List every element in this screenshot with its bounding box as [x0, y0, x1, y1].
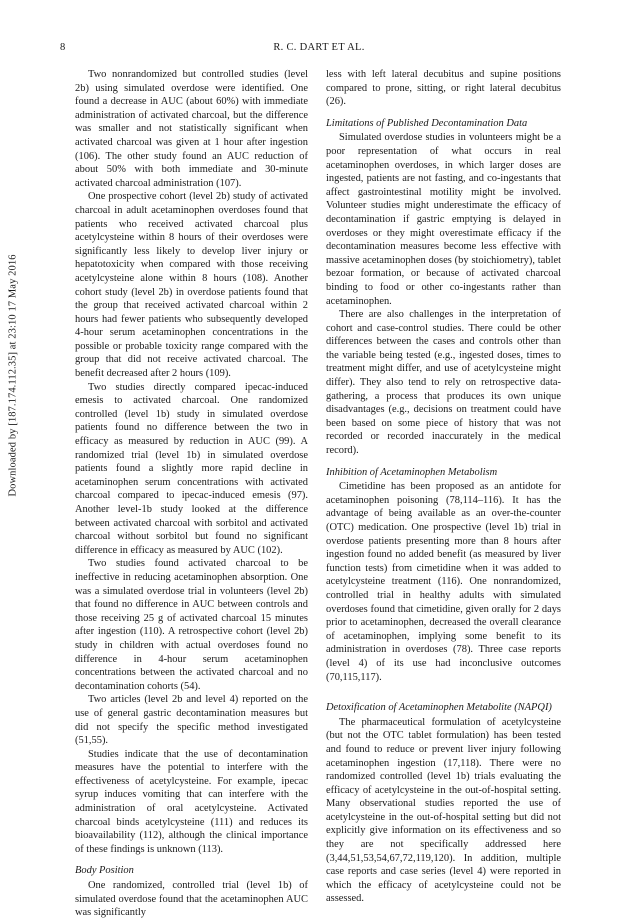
section-heading-detoxification: Detoxification of Acetaminophen Metabolite (NAPQI): [326, 702, 552, 714]
section-heading-inhibition: Inhibition of Acetaminophen Metabolism: [326, 466, 498, 478]
section-heading-limitations: Limitations of Published Decontamination Data: [326, 117, 528, 129]
paragraph-continuation: less with left lateral decubitus and supine positions compared to prone, sitting, or right lateral decubitus (26).: [326, 69, 561, 108]
paragraph: Studies indicate that the use of decontamination measures have the potential to interfere with the effectiveness of acetylcysteine. For example, ipecac syrup induces vomiting that can interfere with the administration of oral acetylcysteine. Activated charcoal binds acetylcysteine (111) and reduces its bioavailability (112), although the clinical importance of these findings is unknown (113).: [75, 748, 308, 855]
left-column: [75, 68, 308, 920]
paragraph: Two nonrandomized but controlled studies (level 2b) using simulated overdose were identified. One found a decrease in AUC (about 60%) with immediate administration of activated charcoal, but the difference was smaller and not statistically significant when activated charcoal was given at 1 hour after ingestion (106). The other study found an AUC reduction of about 50% with both immediate and 30-minute activated charcoal administration (107).: [75, 69, 308, 189]
paragraph: Cimetidine has been proposed as an antidote for acetaminophen poisoning (78,114–116). It has the advantage of being available as an over-the-counter (OTC) medication. One prospective (level 1b) trial in overdose patients presenting more than 8 hours after ingestion found no added benefit (as measured by liver function tests) from cimetidine when it was added to acetylcysteine treatment (116). One nonrandomized, controlled trial in healthy adults with simulated overdoses found that cimetidine, given orally for 2 days prior to acetaminophen, decreased the overall clearance of acetaminophen, implying some benefit to its administration in overdoses (78). Three case reports (level 4) of its use had inconclusive outcomes (70,115,117).: [326, 481, 561, 683]
paragraph: Two studies directly compared ipecac-induced emesis to activated charcoal. One randomized controlled (level 1b) study in simulated overdose patients found no difference between the two in efficacy as measured by reduction in AUC (99). A randomized trial (level 1b) in simulated overdose patients found a slightly more rapid decline in acetaminophen serum concentrations with activated charcoal compared to ipecac-induced emesis (97). Another level-1b study looked at the difference between activated charcoal with sorbitol and activated charcoal without sorbitol but found no significant difference in efficacy as measured by AUC (102).: [75, 381, 308, 556]
paragraph: There are also challenges in the interpretation of cohort and case-control studies. There could be other differences between the cases and controls other than the variable being tested (e.g., ingested doses, times to treatment might differ, and use of acetylcysteine might differ). They also tend to rely on retrospective data-gathering, a process that produces its own unique disadvantages (e.g., decisions on treatment could have been based on some piece of history that was not recorded or recorded inaccurately in the medical record).: [326, 309, 561, 457]
page-number: 8: [60, 42, 66, 53]
paragraph: Two articles (level 2b and level 4) reported on the use of general gastric decontamination measures but did not specify the specific method investigated (51,55).: [75, 694, 308, 747]
right-column: [326, 68, 561, 906]
paragraph: One randomized, controlled trial (level 1b) of simulated overdose found that the acetaminophen AUC was significantly: [75, 880, 308, 919]
page-header: [60, 42, 578, 56]
paragraph: Two studies found activated charcoal to be ineffective in reducing acetaminophen absorption. One was a simulated overdose trial in volunteers (level 2b) that found no difference in AUC between controls and those receiving 25 g of activated charcoal 15 minutes after ingestion (110). A retrospective cohort (level 2b) study in children with actual overdoses found no difference in 4-hour serum acetaminophen concentrations between the activated charcoal and no decontamination cohorts (54).: [75, 558, 308, 692]
download-note: Downloaded by [187.174.112.35] at 23:10 17 May 2016: [7, 253, 19, 497]
running-head: R. C. DART ET AL.: [273, 42, 365, 53]
paragraph: Simulated overdose studies in volunteers might be a poor representation of what occurs in real acetaminophen overdoses, in which larger doses are ingested, patients are not fasting, and co-ingestants that affect gastrointestinal motility might be involved. Volunteer studies might underestimate the efficacy of decontamination if gastric emptying is delayed in overdoses or they might overestimate efficacy if the decontamination measures become less effective with massive acetaminophen doses (by stoichiometry), tablet bezoar formation, or because of activated charcoal binding to food or other co-ingestants rather than acetaminophen.: [326, 132, 561, 307]
paragraph: The pharmaceutical formulation of acetylcysteine (but not the OTC tablet formulation) has been tested and found to reduce or prevent liver injury following acetaminophen ingestion (17,118). There were no randomized controlled (level 1b) trials evaluating the efficacy of acetylcysteine in the out-of-hospital setting. Many observational studies reported the use of acetylcysteine in the out-of-hospital setting but did not explicitly give information on its effectiveness and so they are not specifically addressed here (3,44,51,53,54,67,72,119,120). In addition, multiple case reports and case series (level 4) were reported in which the efficacy of acetylcysteine could not be assessed.: [326, 716, 561, 905]
section-heading-body-position: Body Position: [75, 865, 134, 877]
paragraph: One prospective cohort (level 2b) study of activated charcoal in adult acetaminophen overdoses found that patients who received activated charcoal plus acetylcysteine within 8 hours of their overdoses were significantly less likely to develop liver injury or hepatotoxicity when compared with those receiving acetylcysteine alone within 8 hours (108). Another cohort study (level 2b) in overdose patients found that the group that received activated charcoal within 2 hours had fewer patients who subsequently developed 4-hour serum acetaminophen concentrations in the possible or probable toxicity range compared with the group that did not receive activated charcoal. The benefit decreased after 2 hours (109).: [75, 191, 308, 380]
download-watermark: [6, 165, 20, 585]
